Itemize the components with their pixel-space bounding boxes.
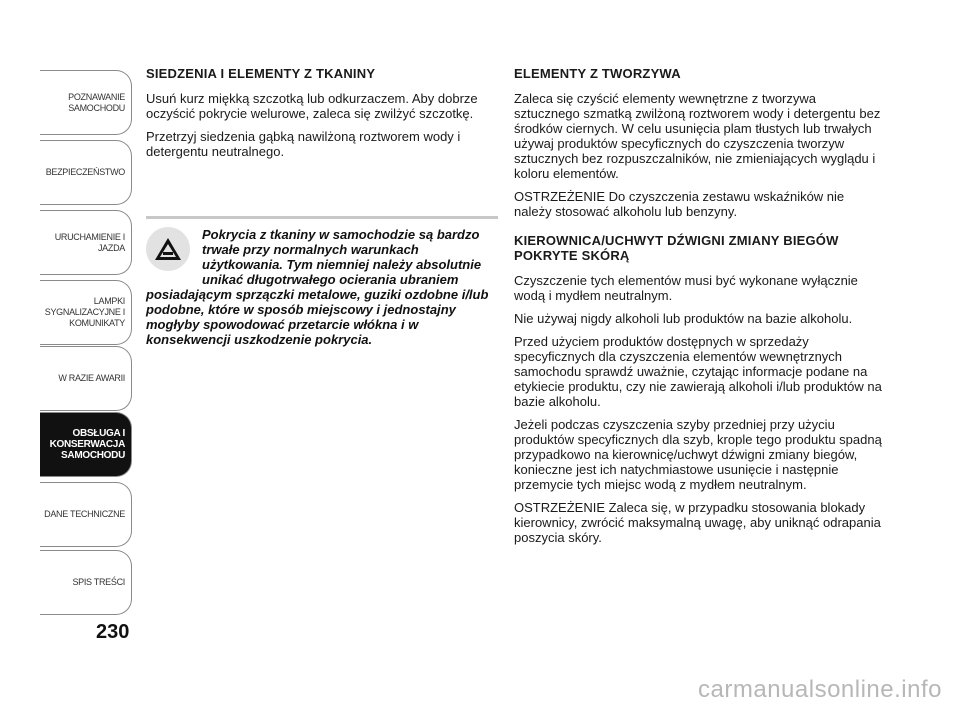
tab-dane-techniczne[interactable]: DANE TECHNICZNE: [40, 482, 132, 547]
paragraph: Nie używaj nigdy alkoholi lub produktów na bazie alkoholu.: [514, 311, 853, 326]
tab-obsluga-i-konserwacja[interactable]: OBSŁUGA I KONSERWACJA SAMOCHODU: [40, 412, 132, 477]
warning-box: [146, 216, 498, 347]
watermark: carmanualsonline.info: [698, 676, 942, 703]
paragraph: Przed użyciem produktów dostępnych w sprzedaży specyficznych dla czyszczenia elementów wewnętrznych samochodu sprawdź uważnie, czytając informacje podane na etykiecie produktu, czy nie zawierają alkoholi i/lub produktów na bazie alkoholu.: [514, 334, 882, 409]
paragraph: Przetrzyj siedzenia gąbką nawilżoną roztworem wody i detergentu neutralnego.: [146, 129, 461, 159]
section-heading-plastics: ELEMENTY Z TWORZYWA: [514, 66, 681, 81]
tab-uruchamienie-i-jazda[interactable]: URUCHAMIENIE I JAZDA: [40, 210, 132, 275]
tab-bezpieczenstwo[interactable]: BEZPIECZEŃSTWO: [40, 140, 132, 205]
section-heading-leather: KIEROWNICA/UCHWYT DŹWIGNI ZMIANY BIEGÓW POKRYTE SKÓRĄ: [514, 233, 839, 263]
tab-lampki-sygnalizacyjne[interactable]: LAMPKI SYGNALIZACYJNE I KOMUNIKATY: [40, 280, 132, 345]
paragraph: OSTRZEŻENIE Zaleca się, w przypadku stosowania blokady kierownicy, zwrócić maksymalną uwagę, aby uniknąć odrapania poszycia skóry.: [514, 500, 881, 545]
paragraph: OSTRZEŻENIE Do czyszczenia zestawu wskaźników nie należy stosować alkoholu lub benzyny.: [514, 189, 845, 219]
tab-w-razie-awarii[interactable]: W RAZIE AWARII: [40, 346, 132, 411]
left-column: [146, 66, 498, 167]
paragraph: Zaleca się czyścić elementy wewnętrzne z tworzywa sztucznego szmatką zwilżoną roztworem wody i detergentu bez środków ciernych. W celu usunięcia plam tłustych lub trwałych używaj produktów specyficznych do czyszczenia tworzyw sztucznych bez rozpuszczalników, nie zmieniających wyglądu i koloru elementów.: [514, 91, 881, 181]
section-heading-fabric: SIEDZENIA I ELEMENTY Z TKANINY: [146, 66, 376, 81]
tab-spis-tresci[interactable]: SPIS TREŚCI: [40, 550, 132, 615]
warning-text: Pokrycia z tkaniny w samochodzie są bardzo trwałe przy normalnych warunkach użytkowania. Tym niemniej należy absolutnie unikać długotrwałego ocierania ubraniem posiadającym sprzączki metalowe, guziki ozdobne i/lub podobne, które w sposób miejscowy i jednostajny mogłyby spowodować przetarcie włókna i w konsekwencji uszkodzenie pokrycia.: [146, 227, 489, 347]
warning-triangle-icon: [146, 227, 190, 271]
paragraph: Czyszczenie tych elementów musi być wykonane wyłącznie wodą i mydłem neutralnym.: [514, 273, 858, 303]
paragraph: Jeżeli podczas czyszczenia szyby przedniej przy użyciu produktów specyficznych dla szyb, krople tego produktu spadną przypadkowo na kierownicę/uchwyt dźwigni zmiany biegów, konieczne jest ich natychmiastowe usunięcie i następnie przemycie tych miejsc wodą z mydłem neutralnym.: [514, 417, 882, 492]
tab-poznawanie-samochodu[interactable]: POZNAWANIE SAMOCHODU: [40, 70, 132, 135]
paragraph: Usuń kurz miękką szczotką lub odkurzaczem. Aby dobrze oczyścić pokrycie welurowe, zaleca się zwilżyć szczotkę.: [146, 91, 478, 121]
page-number: 230: [96, 621, 130, 643]
right-column: [514, 66, 884, 553]
